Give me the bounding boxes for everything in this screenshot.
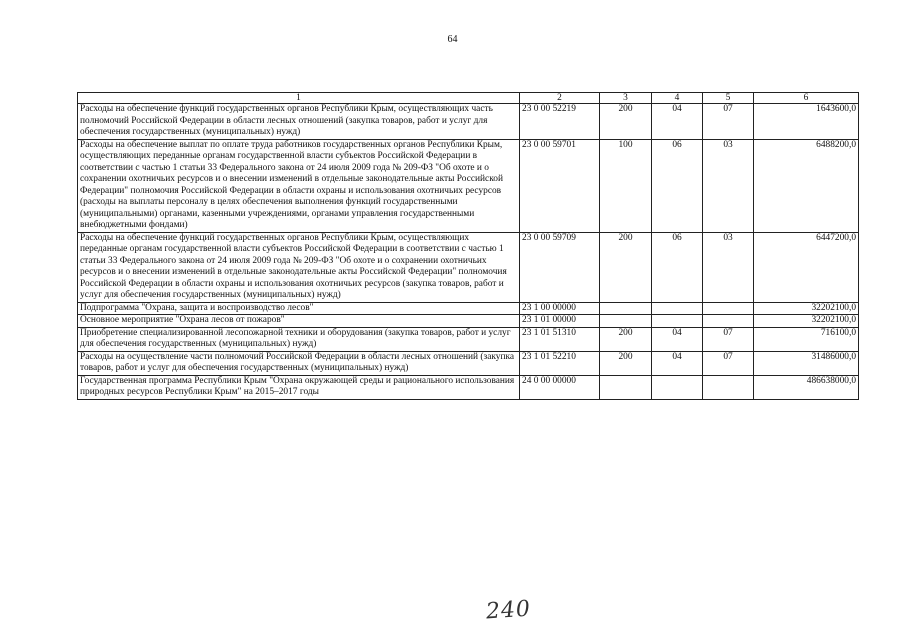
table-row — [78, 351, 859, 375]
row-sum: 1643600,0 — [754, 104, 859, 140]
row-name: Расходы на осуществление части полномочий Российской Федерации в области лесных отношений (закупка товаров, работ и услуг для обеспечения государственных (муниципальных) нужд) — [78, 351, 520, 375]
row-col-4: 06 — [652, 232, 703, 302]
row-col-5: 07 — [703, 351, 754, 375]
row-col-5: 07 — [703, 104, 754, 140]
row-col-4: 04 — [652, 327, 703, 351]
row-code: 23 0 00 59709 — [520, 232, 600, 302]
table-row — [78, 232, 859, 302]
row-sum: 32202100,0 — [754, 315, 859, 328]
table-row — [78, 315, 859, 328]
row-col-3: 200 — [600, 327, 652, 351]
page-number: 64 — [447, 34, 458, 45]
row-col-5 — [703, 375, 754, 399]
row-sum: 31486000,0 — [754, 351, 859, 375]
row-col-3 — [600, 315, 652, 328]
row-col-5 — [703, 315, 754, 328]
row-name: Государственная программа Республики Крым "Охрана окружающей среды и рационального использования природных ресурсов Республики Крым" на 2015–2017 годы — [78, 375, 520, 399]
row-sum: 32202100,0 — [754, 302, 859, 315]
row-col-4 — [652, 315, 703, 328]
row-sum: 6447200,0 — [754, 232, 859, 302]
row-code: 23 0 00 52219 — [520, 104, 600, 140]
header-row — [78, 93, 859, 104]
row-col-4: 06 — [652, 139, 703, 232]
row-col-3 — [600, 375, 652, 399]
table-row — [78, 302, 859, 315]
row-name: Основное мероприятие "Охрана лесов от пожаров" — [78, 315, 520, 328]
header-col-6: 6 — [754, 93, 859, 104]
handwritten-page-note: 240 — [485, 596, 532, 625]
table-row — [78, 327, 859, 351]
row-name: Расходы на обеспечение выплат по оплате труда работников государственных органов Республики Крым, осуществляющих переданные органам государственной власти субъектов Российской Федерации в соответствии с частью 1 статьи 33 Федерального закона от 24 июля 2009 года № 209-ФЗ "Об охоте и о сохранении охотничьих ресурсов и о внесении изменений в отдельные законодательные акты Российской Федерации" полномочия Российской Федерации в области охраны и использования охотничьих ресурсов (расходы на выплаты персоналу в целях обеспечения выполнения функций государственными (муниципальными) органами, казенными учреждениями, органами управления государственными внебюджетными фондами) — [78, 139, 520, 232]
row-sum: 486638000,0 — [754, 375, 859, 399]
row-sum: 716100,0 — [754, 327, 859, 351]
header-col-2: 2 — [520, 93, 600, 104]
header-col-3: 3 — [600, 93, 652, 104]
row-col-4: 04 — [652, 104, 703, 140]
header-col-4: 4 — [652, 93, 703, 104]
row-name: Приобретение специализированной лесопожарной техники и оборудования (закупка товаров, работ и услуг для обеспечения государственных (муниципальных) нужд) — [78, 327, 520, 351]
table-row — [78, 139, 859, 232]
header-col-5: 5 — [703, 93, 754, 104]
row-col-3: 100 — [600, 139, 652, 232]
row-code: 24 0 00 00000 — [520, 375, 600, 399]
row-name: Подпрограмма "Охрана, защита и воспроизводство лесов" — [78, 302, 520, 315]
row-code: 23 1 00 00000 — [520, 302, 600, 315]
row-col-3 — [600, 302, 652, 315]
row-col-5: 03 — [703, 139, 754, 232]
row-col-4 — [652, 302, 703, 315]
row-col-5: 07 — [703, 327, 754, 351]
row-code: 23 1 01 52210 — [520, 351, 600, 375]
row-col-3: 200 — [600, 351, 652, 375]
row-col-5 — [703, 302, 754, 315]
table-row — [78, 375, 859, 399]
row-code: 23 0 00 59701 — [520, 139, 600, 232]
row-col-5: 03 — [703, 232, 754, 302]
row-sum: 6488200,0 — [754, 139, 859, 232]
row-code: 23 1 01 00000 — [520, 315, 600, 328]
budget-table — [77, 92, 859, 400]
row-code: 23 1 01 51310 — [520, 327, 600, 351]
table-row — [78, 104, 859, 140]
row-col-4: 04 — [652, 351, 703, 375]
header-col-1: 1 — [78, 93, 520, 104]
row-col-3: 200 — [600, 232, 652, 302]
row-name: Расходы на обеспечение функций государственных органов Республики Крым, осуществляющих переданные органам государственной власти субъектов Российской Федерации в соответствии с частью 1 статьи 33 Федерального закона от 24 июля 2009 года № 209-ФЗ "Об охоте и о сохранении охотничьих ресурсов и о внесении изменений в отдельные законодательные акты Российской Федерации" полномочия Российской Федерации в области охраны и использования охотничьих ресурсов (закупка товаров, работ и услуг для обеспечения государственных (муниципальных) нужд) — [78, 232, 520, 302]
row-name: Расходы на обеспечение функций государственных органов Республики Крым, осуществляющих часть полномочий Российской Федерации в области лесных отношений (закупка товаров, работ и услуг для обеспечения государственных (муниципальных) нужд) — [78, 104, 520, 140]
row-col-3: 200 — [600, 104, 652, 140]
row-col-4 — [652, 375, 703, 399]
